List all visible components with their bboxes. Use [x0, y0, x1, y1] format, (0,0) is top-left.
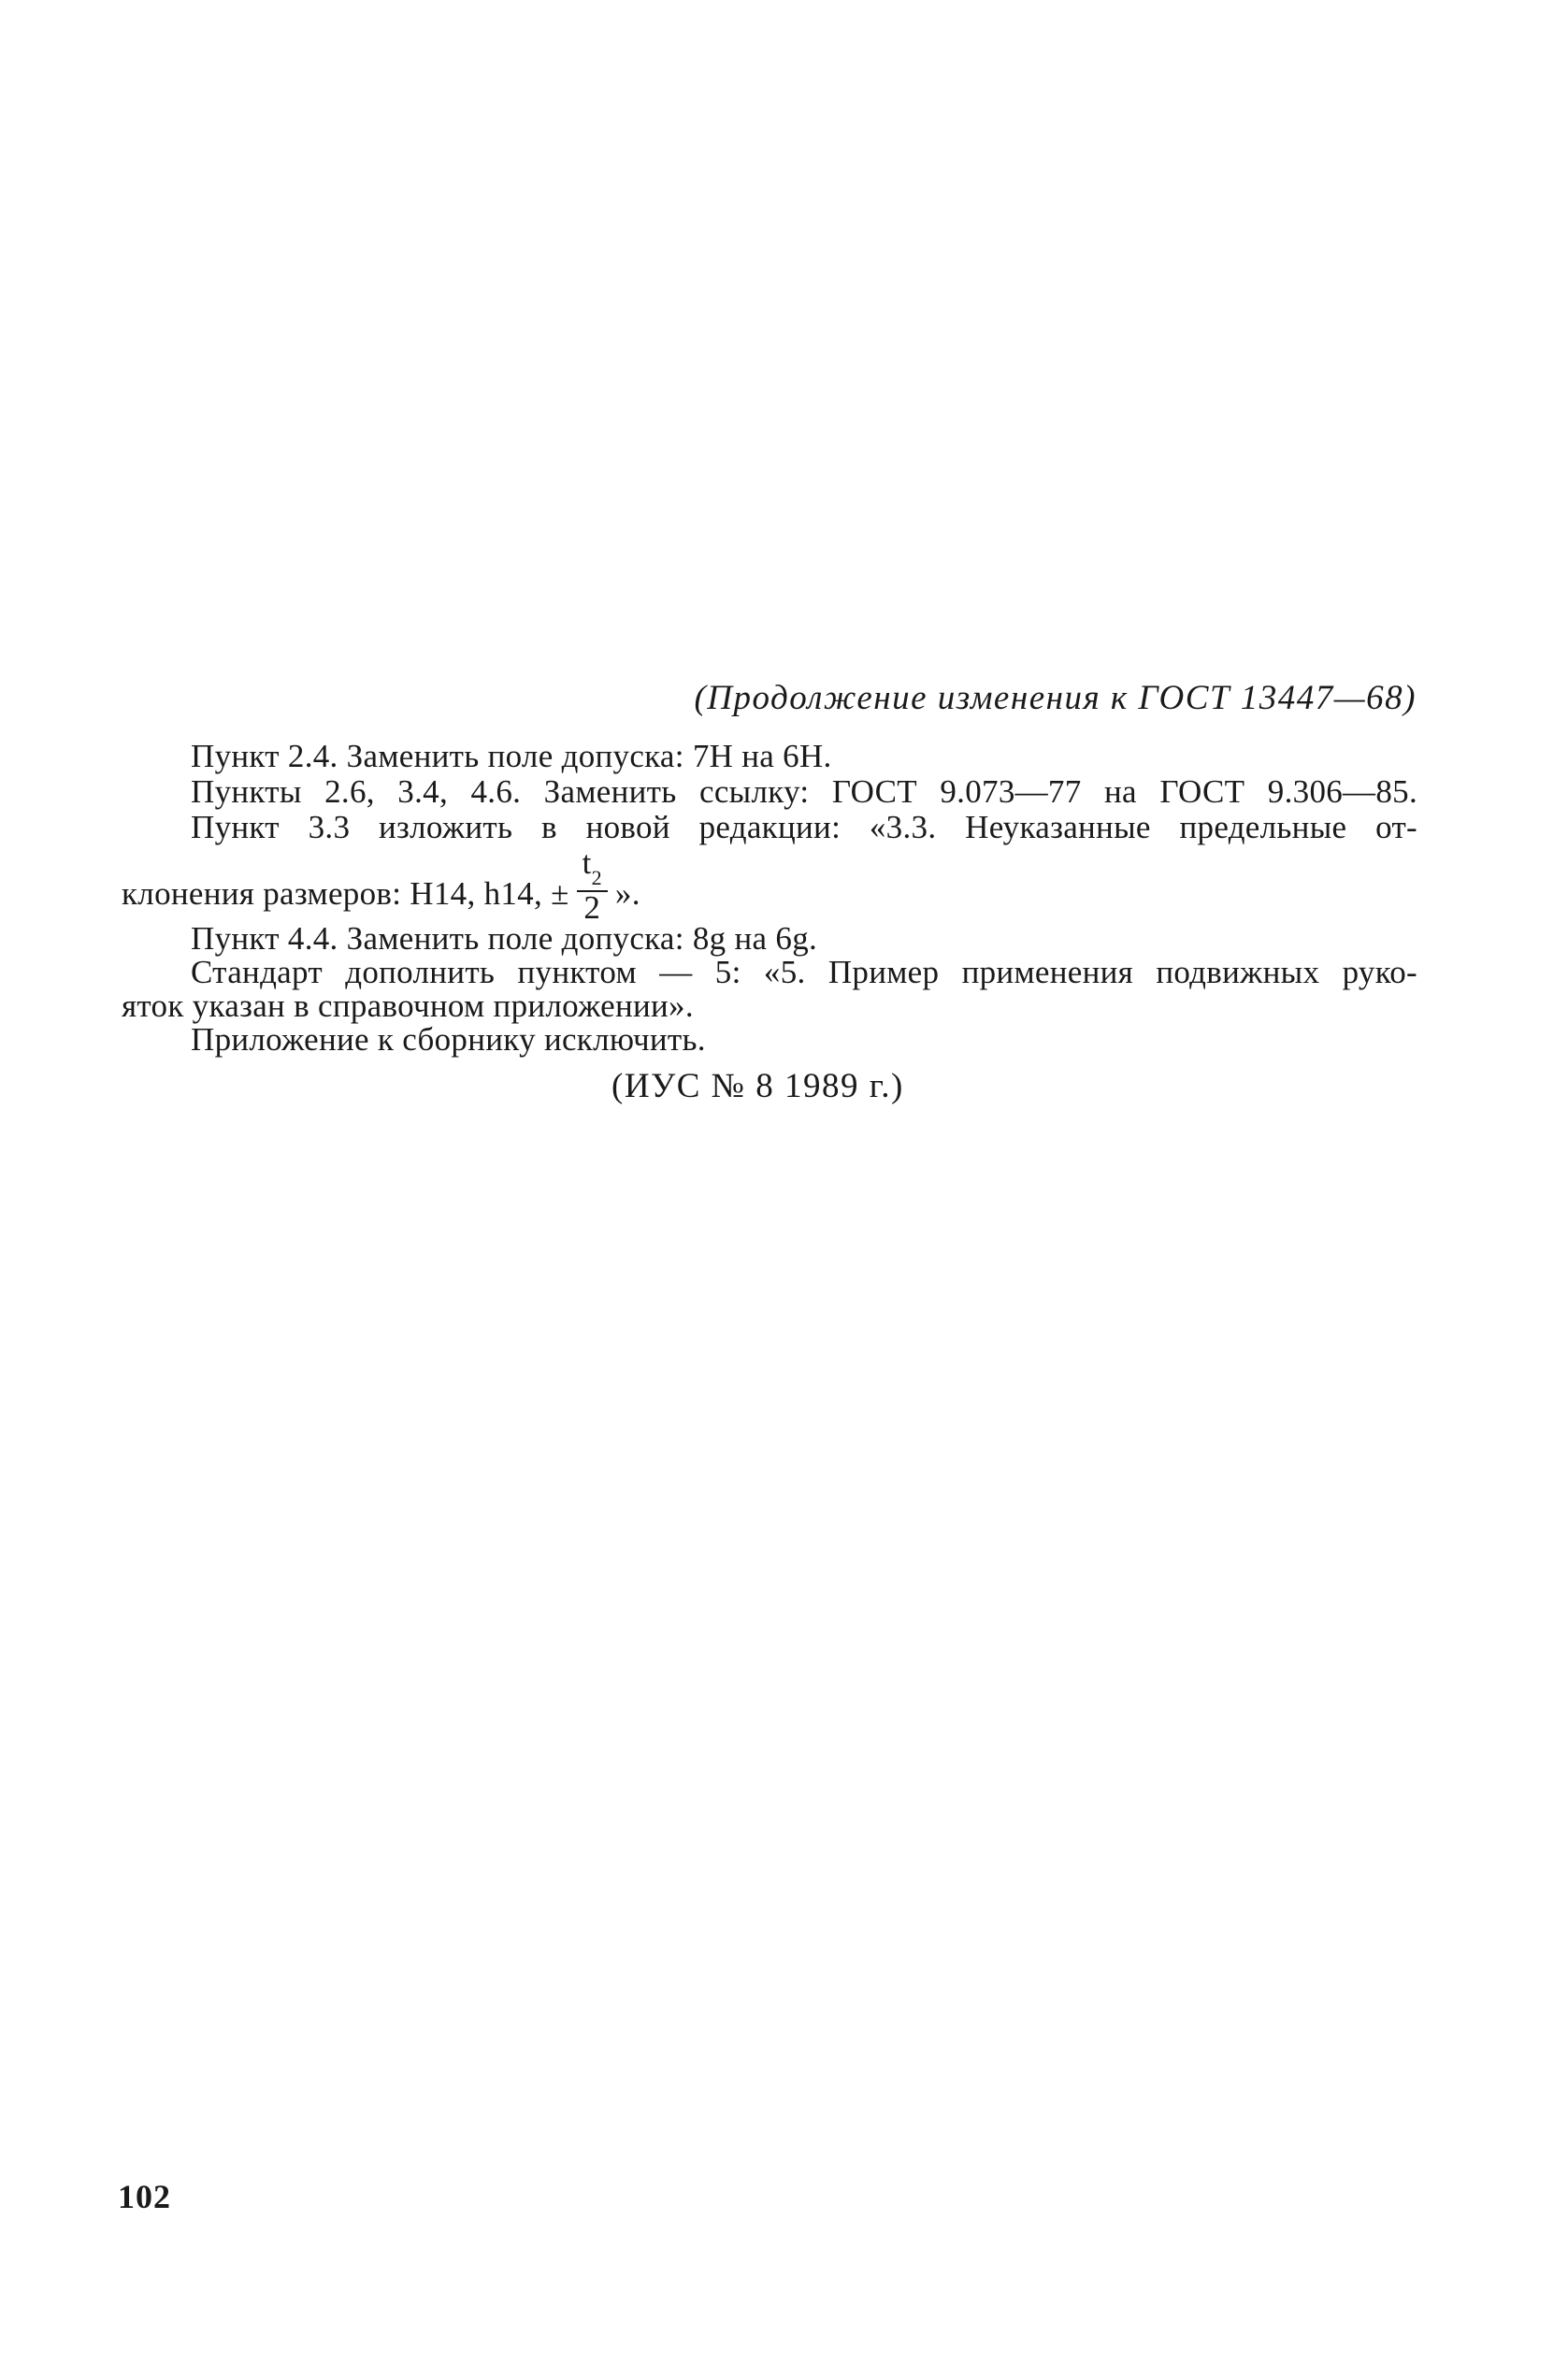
- continuation-heading: (Продолжение изменения к ГОСТ 13447—68): [694, 679, 1417, 717]
- paragraph-items-2-6-3-4-4-6: Пункты 2.6, 3.4, 4.6. Заменить ссылку: ГОСТ 9.073—77 на ГОСТ 9.306—85.: [191, 773, 1417, 810]
- source-reference: (ИУС № 8 1989 г.): [611, 1067, 904, 1105]
- page-number: 102: [118, 2178, 171, 2215]
- paragraph-item-4-4: Пункт 4.4. Заменить поле допуска: 8g на 6g.: [191, 920, 818, 957]
- paragraph-item-5-line-1: Стандарт дополнить пунктом — 5: «5. Пример применения подвижных руко-: [191, 954, 1417, 990]
- paragraph-item-3-3-line-1: Пункт 3.3 изложить в новой редакции: «3.3. Неуказанные предельные от-: [191, 809, 1417, 845]
- paragraph-appendix: Приложение к сборнику исключить.: [191, 1021, 706, 1058]
- amendment-text: [122, 738, 1417, 1058]
- fraction-subscript: 2: [591, 866, 602, 889]
- tolerance-text: клонения размеров: H14, h14, ±: [122, 875, 569, 913]
- fraction-numerator: t: [582, 844, 592, 881]
- paragraph-item-5-line-2: яток указан в справочном приложении».: [122, 987, 694, 1024]
- fraction-denominator: 2: [583, 889, 601, 926]
- fraction-t2-over-2: [577, 844, 608, 926]
- paragraph-item-2-4: Пункт 2.4. Заменить поле допуска: 7Н на 6Н.: [191, 738, 832, 774]
- closing-quote: ».: [614, 875, 640, 913]
